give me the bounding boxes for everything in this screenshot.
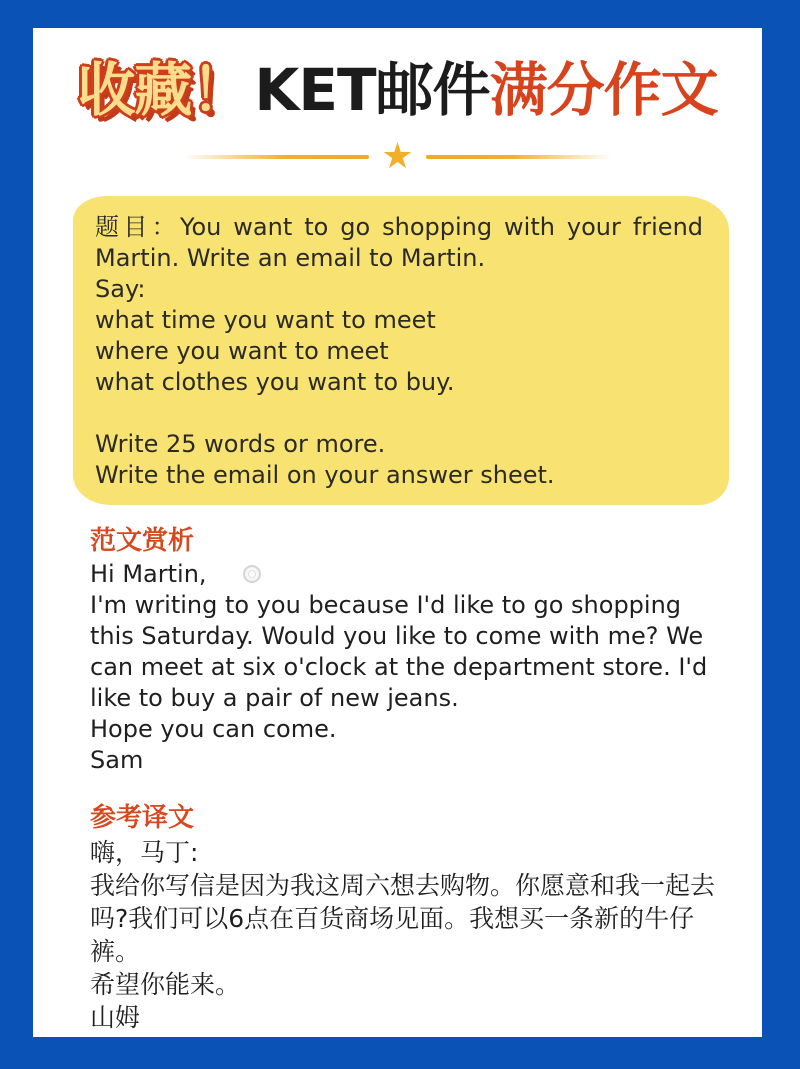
task-box-spacer — [95, 398, 703, 429]
sample-essay-greeting: Hi Martin, — [90, 560, 207, 588]
task-prompt-box — [73, 196, 729, 505]
task-prompt — [95, 212, 703, 274]
task-bullet: what time you want to meet — [95, 306, 436, 334]
star-icon: ★ — [381, 136, 414, 177]
star-divider — [33, 136, 762, 177]
task-bullet: what clothes you want to buy. — [95, 368, 455, 396]
task-instruction: Write the email on your answer sheet. — [95, 461, 555, 489]
task-bullet: where you want to meet — [95, 337, 389, 365]
translation-closing: 希望你能来。 — [90, 970, 241, 999]
poster-page — [33, 28, 762, 1037]
watermark-ring-icon — [243, 565, 261, 583]
sample-essay-closing: Hope you can come. — [90, 715, 337, 743]
sample-essay-heading: 范文赏析 — [90, 526, 195, 556]
divider-line-right — [426, 155, 612, 159]
sample-essay-signature: Sam — [90, 746, 144, 774]
page-title — [33, 28, 762, 128]
task-prompt-label: 题目： — [95, 213, 180, 241]
title-part-collect: 收藏！ — [77, 56, 249, 124]
sample-essay-section — [90, 525, 718, 776]
task-prompt-text: You want to go shopping with your friend Martin. Write an email to Martin. — [95, 213, 704, 272]
title-part-ket-email: KET邮件 — [254, 56, 490, 124]
translation-greeting: 嗨，马丁: — [90, 838, 199, 867]
divider-line-left — [183, 155, 369, 159]
translation-body: 我给你写信是因为我这周六想去购物。你愿意和我一起去吗?我们可以6点在百货商场见面。我想买一条新的牛仔裤。 — [90, 871, 716, 966]
title-part-full-score: 满分作文 — [489, 56, 718, 124]
translation-signature: 山姆 — [90, 1003, 141, 1032]
translation-section — [90, 802, 718, 1034]
sample-essay-body: I'm writing to you because I'd like to go shopping this Saturday. Would you like to come with me? We can meet at six o'clock at the department store. I'd like to buy a pair of new jeans. — [90, 591, 708, 712]
task-instruction: Write 25 words or more. — [95, 430, 386, 458]
translation-heading: 参考译文 — [90, 803, 195, 833]
task-say-label: Say: — [95, 275, 146, 303]
